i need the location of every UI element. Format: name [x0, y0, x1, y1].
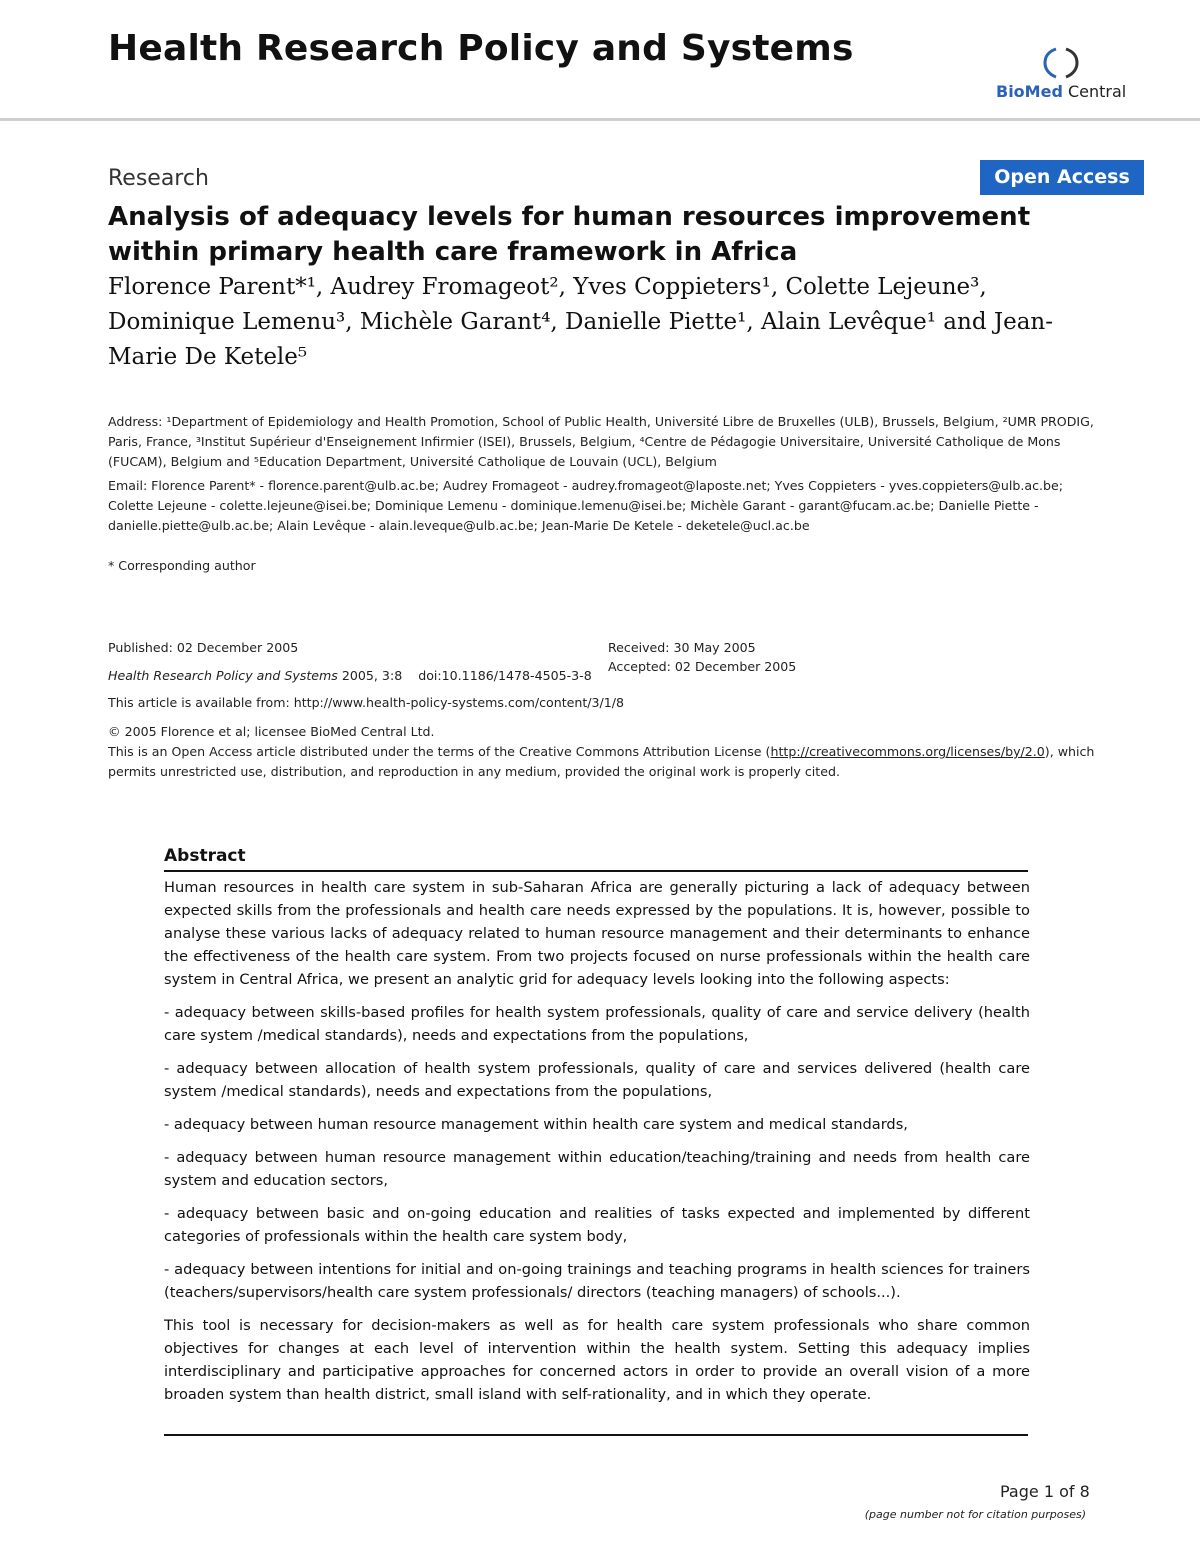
copyright-block: [108, 722, 1098, 782]
abstract-paragraph: - adequacy between allocation of health system professionals, quality of care and services delivered (health care system /medical standards), needs and expectations from the populations,: [164, 1060, 1030, 1100]
section-label: Research: [108, 166, 209, 191]
header-rule: [0, 118, 1200, 121]
citation-journal: Health Research Policy and Systems: [108, 668, 338, 683]
affiliations: Address: ¹Department of Epidemiology and Health Promotion, School of Public Health, Université Libre de Bruxelles (ULB), Brussels, Belgium, ²UMR PRODIG, Paris, France, ³Institut Supérieur d'Enseignement Infirmier (ISEI), Brussels, Belgium, ⁴Centre de Pédagogie Universitaire, Université Catholique de Mons (FUCAM), Belgium and ⁵Education Department, Université Catholique de Louvain (UCL), Belgium: [108, 414, 1094, 469]
abstract-rule-top: [164, 870, 1028, 872]
copyright-line: © 2005 Florence et al; licensee BioMed Central Ltd.: [108, 724, 435, 739]
published-date: Published: 02 December 2005: [108, 640, 299, 655]
abstract-rule-bottom: [164, 1434, 1028, 1436]
received-accepted-dates: [608, 638, 796, 676]
page-number: Page 1 of 8: [1000, 1482, 1090, 1501]
abstract-paragraph: This tool is necessary for decision-makers as well as for health care system professionals who share common objectives for changes at each level of intervention within the health system. Setting this adequacy implies interdisciplinary and participative approaches for concerned actors in order to provide an overall vision of a more broaden system than health district, small island with self-rationality, and in which they operate.: [164, 1317, 1030, 1403]
article-url[interactable]: This article is available from: http://www.health-policy-systems.com/content/3/1/8: [108, 695, 625, 710]
license-text: [108, 742, 1098, 782]
author-emails: Email: Florence Parent* - florence.parent@ulb.ac.be; Audrey Fromageot - audrey.fromageot@laposte.net; Yves Coppieters - yves.coppieters@ulb.ac.be; Colette Lejeune - colette.lejeune@isei.be; Dominique Lemenu - dominique.lemenu@isei.be; Michèle Garant - garant@fucam.ac.be; Danielle Piette - danielle.piette@ulb.ac.be; Alain Levêque - alain.leveque@ulb.ac.be; Jean-Marie De Ketele - deketele@ucl.ac.be: [108, 478, 1064, 533]
abstract-paragraph: - adequacy between human resource management within health care system and medical standards,: [164, 1116, 908, 1133]
abstract-paragraph: - adequacy between skills-based profiles for health system professionals, quality of care and service delivery (health care system /medical standards), needs and expectations from the populations,: [164, 1004, 1030, 1044]
page-number-note: (page number not for citation purposes): [864, 1508, 1086, 1521]
journal-title: Health Research Policy and Systems: [108, 28, 854, 69]
license-pre: This is an Open Access article distributed under the terms of the Creative Commons Attribution License (: [108, 744, 771, 759]
corresponding-author-note: * Corresponding author: [108, 558, 256, 573]
author-list: Florence Parent*¹, Audrey Fromageot², Yves Coppieters¹, Colette Lejeune³, Dominique Lemenu³, Michèle Garant⁴, Danielle Piette¹, Alain Levêque¹ and Jean-Marie De Ketele⁵: [108, 274, 1053, 370]
citation-rest: 2005, 3:8 doi:10.1186/1478-4505-3-8: [337, 668, 592, 683]
citation: [108, 666, 592, 686]
biomed-central-brackets-icon: [1042, 46, 1080, 80]
abstract-paragraph: Human resources in health care system in sub-Saharan Africa are generally picturing a lack of adequacy between expected skills from the professionals and health care needs expressed by the populations. It is, however, possible to analyse these various lacks of adequacy related to human resource management and their determinants to enhance the effectiveness of the health care system. From two projects focused on nurse professionals within the health care system in Central Africa, we present an analytic grid for adequacy levels looking into the following aspects:: [164, 879, 1030, 988]
received-date: Received: 30 May 2005: [608, 640, 756, 655]
abstract-paragraph: - adequacy between basic and on-going education and realities of tasks expected and implemented by different categories of professionals within the health care system body,: [164, 1205, 1030, 1245]
abstract-body: [164, 876, 1030, 1416]
open-access-badge: Open Access: [980, 160, 1144, 195]
logo-rest: Central: [1062, 82, 1127, 101]
accepted-date: Accepted: 02 December 2005: [608, 659, 797, 674]
license-post: ), which permits unrestricted use, distribution, and reproduction in any medium, provided the original work is properly cited.: [108, 744, 1095, 779]
license-link[interactable]: http://creativecommons.org/licenses/by/2.0: [770, 744, 1045, 759]
abstract-heading: Abstract: [164, 846, 246, 866]
publisher-logo[interactable]: [994, 44, 1134, 108]
article-title: Analysis of adequacy levels for human resources improvement within primary health care framework in Africa: [108, 202, 1031, 267]
abstract-paragraph: - adequacy between human resource management within education/teaching/training and needs from health care system and education sectors,: [164, 1149, 1030, 1189]
logo-bold: BioMed: [996, 82, 1063, 101]
abstract-paragraph: - adequacy between intentions for initial and on-going trainings and teaching programs in health sciences for trainers (teachers/supervisors/health care system professionals/ directors (teaching managers) of schools...).: [164, 1261, 1030, 1301]
logo-text: [996, 82, 1126, 101]
